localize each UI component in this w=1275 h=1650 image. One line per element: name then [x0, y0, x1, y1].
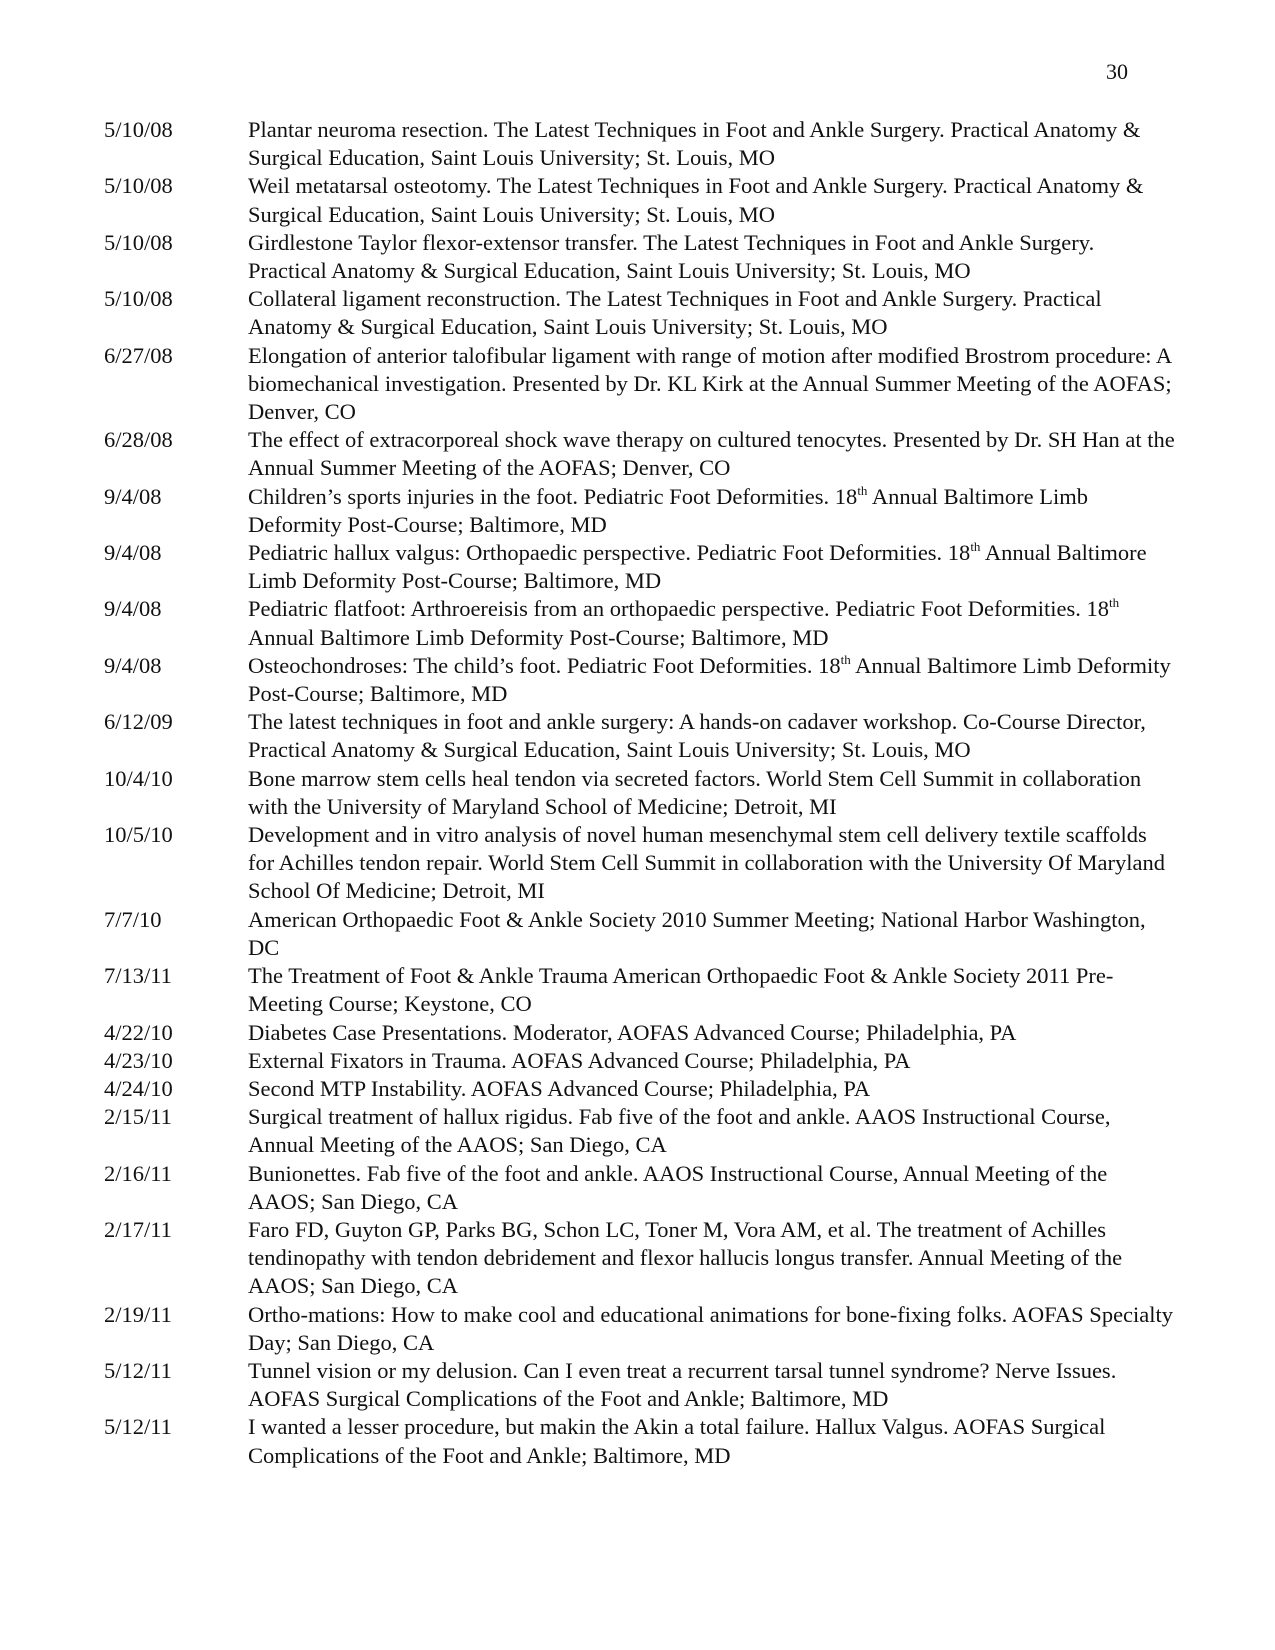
entry-date: 5/10/08 — [104, 117, 173, 142]
entry-date: 5/12/11 — [104, 1357, 172, 1383]
entry-text: Bunionettes. Fab five of the foot and ankle. AAOS Instructional Course, Annual Meeting of the AAOS; San Diego, CA — [248, 1160, 1108, 1214]
list-item — [104, 652, 1184, 708]
list-item — [104, 229, 1184, 285]
entry-text: Collateral ligament reconstruction. The Latest Techniques in Foot and Ankle Surgery. Practical Anatomy & Surgical Education, Saint Louis University; St. Louis, MO — [248, 286, 1102, 340]
ordinal-suffix: th — [1109, 595, 1120, 611]
ordinal-suffix: th — [970, 539, 981, 555]
entry-text: External Fixators in Trauma. AOFAS Advanced Course; Philadelphia, PA — [248, 1047, 911, 1073]
list-item — [104, 595, 1184, 651]
entry-text — [248, 595, 1178, 651]
entry-text-part: Children’s sports injuries in the foot. Pediatric Foot Deformities. 18 — [248, 483, 858, 509]
entry-date: 10/5/10 — [104, 822, 173, 848]
entry-date: 5/10/08 — [104, 229, 173, 255]
ordinal-suffix: th — [857, 482, 868, 498]
entry-text: I wanted a lesser procedure, but makin the Akin a total failure. Hallux Valgus. AOFAS Surgical Complications of the Foot and Ankle; Baltimore, MD — [248, 1414, 1106, 1468]
entry-date: 5/10/08 — [104, 286, 173, 312]
entry-date: 6/27/08 — [104, 342, 173, 368]
entry-text: American Orthopaedic Foot & Ankle Society 2010 Summer Meeting; National Harbor Washington, DC — [248, 906, 1146, 960]
list-item — [104, 765, 1184, 821]
list-item — [104, 285, 1184, 341]
entry-date: 2/16/11 — [104, 1160, 172, 1186]
entry-text: Weil metatarsal osteotomy. The Latest Techniques in Foot and Ankle Surgery. Practical Anatomy & Surgical Education, Saint Louis University; St. Louis, MO — [248, 173, 1144, 227]
entry-text-part: Annual Baltimore Limb Deformity Post-Course; Baltimore, MD — [248, 624, 829, 650]
list-item — [104, 821, 1184, 906]
list-item — [104, 1075, 1184, 1103]
list-item — [104, 1103, 1184, 1159]
entry-text: Plantar neuroma resection. The Latest Techniques in Foot and Ankle Surgery. Practical Anatomy & Surgical Education, Saint Louis University; St. Louis, MO — [248, 117, 1141, 171]
page-number: 30 — [1106, 59, 1128, 84]
entry-date: 4/24/10 — [104, 1075, 173, 1101]
entry-date: 10/4/10 — [104, 765, 173, 791]
entry-text: Girdlestone Taylor flexor-extensor transfer. The Latest Techniques in Foot and Ankle Surgery. Practical Anatomy & Surgical Education, Saint Louis University; St. Louis, MO — [248, 229, 1095, 284]
list-item — [104, 962, 1184, 1018]
entry-text-part: Pediatric hallux valgus: Orthopaedic perspective. Pediatric Foot Deformities. 18 — [248, 540, 971, 566]
entry-text: The effect of extracorporeal shock wave therapy on cultured tenocytes. Presented by Dr. SH Han at the Annual Summer Meeting of the AOFAS; Denver, CO — [248, 427, 1175, 481]
entry-text: Diabetes Case Presentations. Moderator, AOFAS Advanced Course; Philadelphia, PA — [248, 1019, 1017, 1045]
list-item — [104, 1216, 1184, 1301]
list-item — [104, 906, 1184, 962]
entry-date: 6/28/08 — [104, 427, 173, 453]
list-item — [104, 483, 1184, 539]
entry-text — [248, 539, 1178, 595]
entry-date: 2/17/11 — [104, 1216, 172, 1242]
list-item — [104, 539, 1184, 595]
entry-text: Elongation of anterior talofibular ligament with range of motion after modified Brostrom procedure: A biomechanical investigation. Presented by Dr. KL Kirk at the Annual Summer Meeting of the AOFAS; Denver, CO — [248, 342, 1172, 425]
entry-date: 2/15/11 — [104, 1104, 172, 1130]
entry-text: Second MTP Instability. AOFAS Advanced Course; Philadelphia, PA — [248, 1075, 871, 1101]
entry-date: 4/23/10 — [104, 1047, 173, 1073]
entry-date: 9/4/08 — [104, 540, 162, 566]
list-item — [104, 116, 1184, 172]
entry-text: The Treatment of Foot & Ankle Trauma American Orthopaedic Foot & Ankle Society 2011 Pre-Meeting Course; Keystone, CO — [248, 963, 1114, 1017]
entry-text: Faro FD, Guyton GP, Parks BG, Schon LC, Toner M, Vora AM, et al. The treatment of Achilles tendinopathy with tendon debridement and flexor hallucis longus transfer. Annual Meeting of the AAOS; San Diego, CA — [248, 1216, 1123, 1299]
entry-text-part: Pediatric flatfoot: Arthroereisis from an orthopaedic perspective. Pediatric Foot Deformities. 18 — [248, 596, 1109, 622]
entry-date: 6/12/09 — [104, 709, 173, 735]
list-item — [104, 342, 1184, 427]
list-item — [104, 1019, 1184, 1047]
list-item — [104, 1413, 1184, 1469]
entry-text-part: Annual Baltimore Limb Deformity Post-Course; Baltimore, MD — [248, 652, 1171, 707]
entry-text: Tunnel vision or my delusion. Can I even treat a recurrent tarsal tunnel syndrome? Nerve Issues. AOFAS Surgical Complications of the Foot and Ankle; Baltimore, MD — [248, 1357, 1117, 1412]
entry-text: Ortho-mations: How to make cool and educational animations for bone-fixing folks. AOFAS Specialty Day; San Diego, CA — [248, 1301, 1174, 1355]
entry-date: 9/4/08 — [104, 652, 162, 678]
ordinal-suffix: th — [840, 651, 851, 667]
entry-text-part: Annual Baltimore Limb Deformity Post-Course; Baltimore, MD — [248, 540, 1147, 594]
presentation-list — [104, 116, 1184, 1470]
list-item — [104, 708, 1184, 764]
entry-date: 2/19/11 — [104, 1301, 172, 1327]
entry-text-part: Annual Baltimore Limb Deformity Post-Course; Baltimore, MD — [248, 483, 1089, 537]
list-item — [104, 172, 1184, 228]
entry-date: 7/7/10 — [104, 906, 162, 932]
entry-text-part: Osteochondroses: The child’s foot. Pediatric Foot Deformities. 18 — [248, 652, 841, 678]
entry-date: 9/4/08 — [104, 483, 162, 509]
entry-date: 4/22/10 — [104, 1019, 173, 1045]
entry-text: The latest techniques in foot and ankle surgery: A hands-on cadaver workshop. Co-Course Director, Practical Anatomy & Surgical Education, Saint Louis University; St. Louis, MO — [248, 709, 1146, 763]
list-item — [104, 1301, 1184, 1357]
entry-text — [248, 652, 1178, 708]
entry-text — [248, 483, 1178, 539]
entry-date: 5/12/11 — [104, 1414, 172, 1440]
entry-text: Development and in vitro analysis of novel human mesenchymal stem cell delivery textile scaffolds for Achilles tendon repair. World Stem Cell Summit in collaboration with the University Of Maryland School Of Medicine; Detroit, MI — [248, 822, 1165, 904]
entry-text: Bone marrow stem cells heal tendon via secreted factors. World Stem Cell Summit in collaboration with the University of Maryland School of Medicine; Detroit, MI — [248, 765, 1142, 819]
entry-date: 5/10/08 — [104, 173, 173, 199]
entry-text: Surgical treatment of hallux rigidus. Fab five of the foot and ankle. AAOS Instructional Course, Annual Meeting of the AAOS; San Diego, CA — [248, 1104, 1111, 1158]
list-item — [104, 1047, 1184, 1075]
list-item — [104, 426, 1184, 482]
entry-date: 9/4/08 — [104, 596, 162, 622]
list-item — [104, 1160, 1184, 1216]
entry-date: 7/13/11 — [104, 963, 172, 989]
list-item — [104, 1357, 1184, 1413]
